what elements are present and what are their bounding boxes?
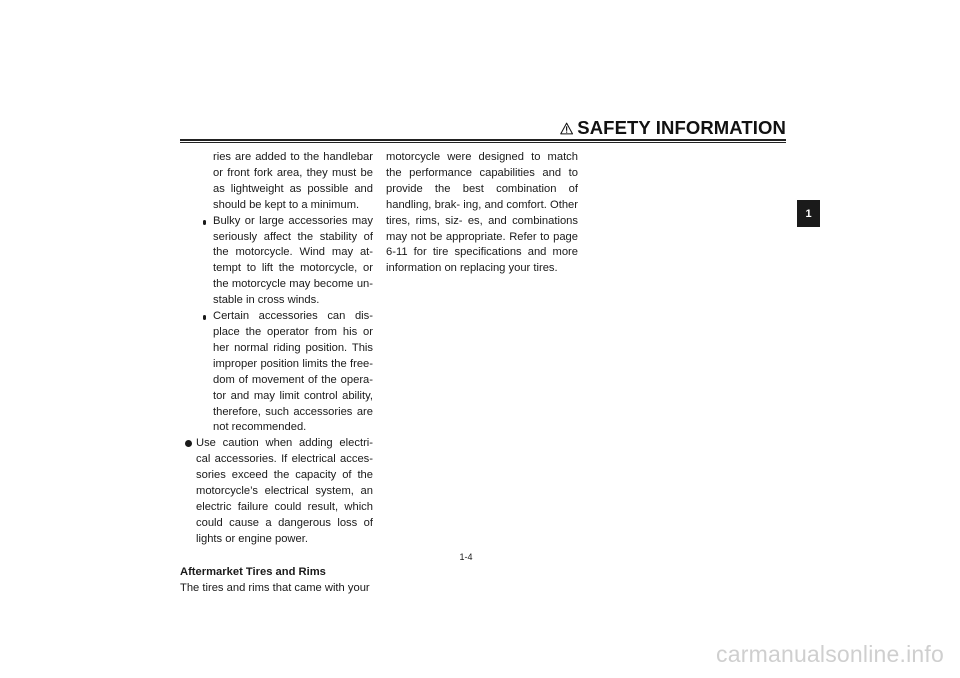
- sub-bullet-item: [180, 214, 373, 309]
- sub-bullet-icon: [203, 315, 206, 320]
- chapter-tab-label: 1: [805, 207, 812, 220]
- right-column: [386, 150, 578, 277]
- header-rule-thin: [180, 142, 786, 143]
- continuation-text-content: ries are added to the handlebar or front fork area, they must be as lightweight as possible and should be kept to a minimum.: [213, 151, 373, 211]
- page-number: 1-4: [459, 552, 473, 562]
- sub-bullet-text: Bulky or large accessories may seriously affect the stability of the motorcycle. Wind may at- tempt to lift the motorcycle, or the motorcycle may become un- stable in cross winds.: [213, 214, 373, 307]
- main-bullet-item: [180, 436, 373, 547]
- page-title: SAFETY INFORMATION: [577, 117, 786, 138]
- main-bullet-text: Use caution when adding electri- cal accessories. If electrical acces- sories exceed the capacity of the motorcycle’s electrical system, an electric failure could result, which could cause a dangerous loss of lights or engine power.: [196, 437, 373, 545]
- left-column: [180, 150, 373, 596]
- right-paragraph: motorcycle were designed to match the performance capabilities and to provide the best combination of handling, brak- ing, and comfort. Other tires, rims, siz- es, and combinations may not be appropriate. Refer to page 6-11 for tire specifications and more information on replacing your tires.: [386, 151, 578, 275]
- bullet-icon: [185, 440, 192, 447]
- watermark: carmanualsonline.info: [716, 641, 944, 667]
- page-header: [560, 116, 786, 140]
- section-paragraph: The tires and rims that came with your: [180, 581, 370, 594]
- header-rule-thick: [180, 139, 786, 141]
- chapter-tab: [797, 200, 820, 227]
- sub-bullet-item: [180, 309, 373, 436]
- warning-triangle-icon: [560, 120, 573, 137]
- sub-bullet-icon: [203, 220, 206, 225]
- sub-bullet-text: Certain accessories can dis- place the operator from his or her normal riding position. This improper position limits the free- dom of movement of the opera- tor and may limit control ability, therefore, such accessories are not recommended.: [213, 310, 373, 434]
- section-heading: Aftermarket Tires and Rims: [180, 565, 326, 578]
- continuation-text: [180, 150, 373, 214]
